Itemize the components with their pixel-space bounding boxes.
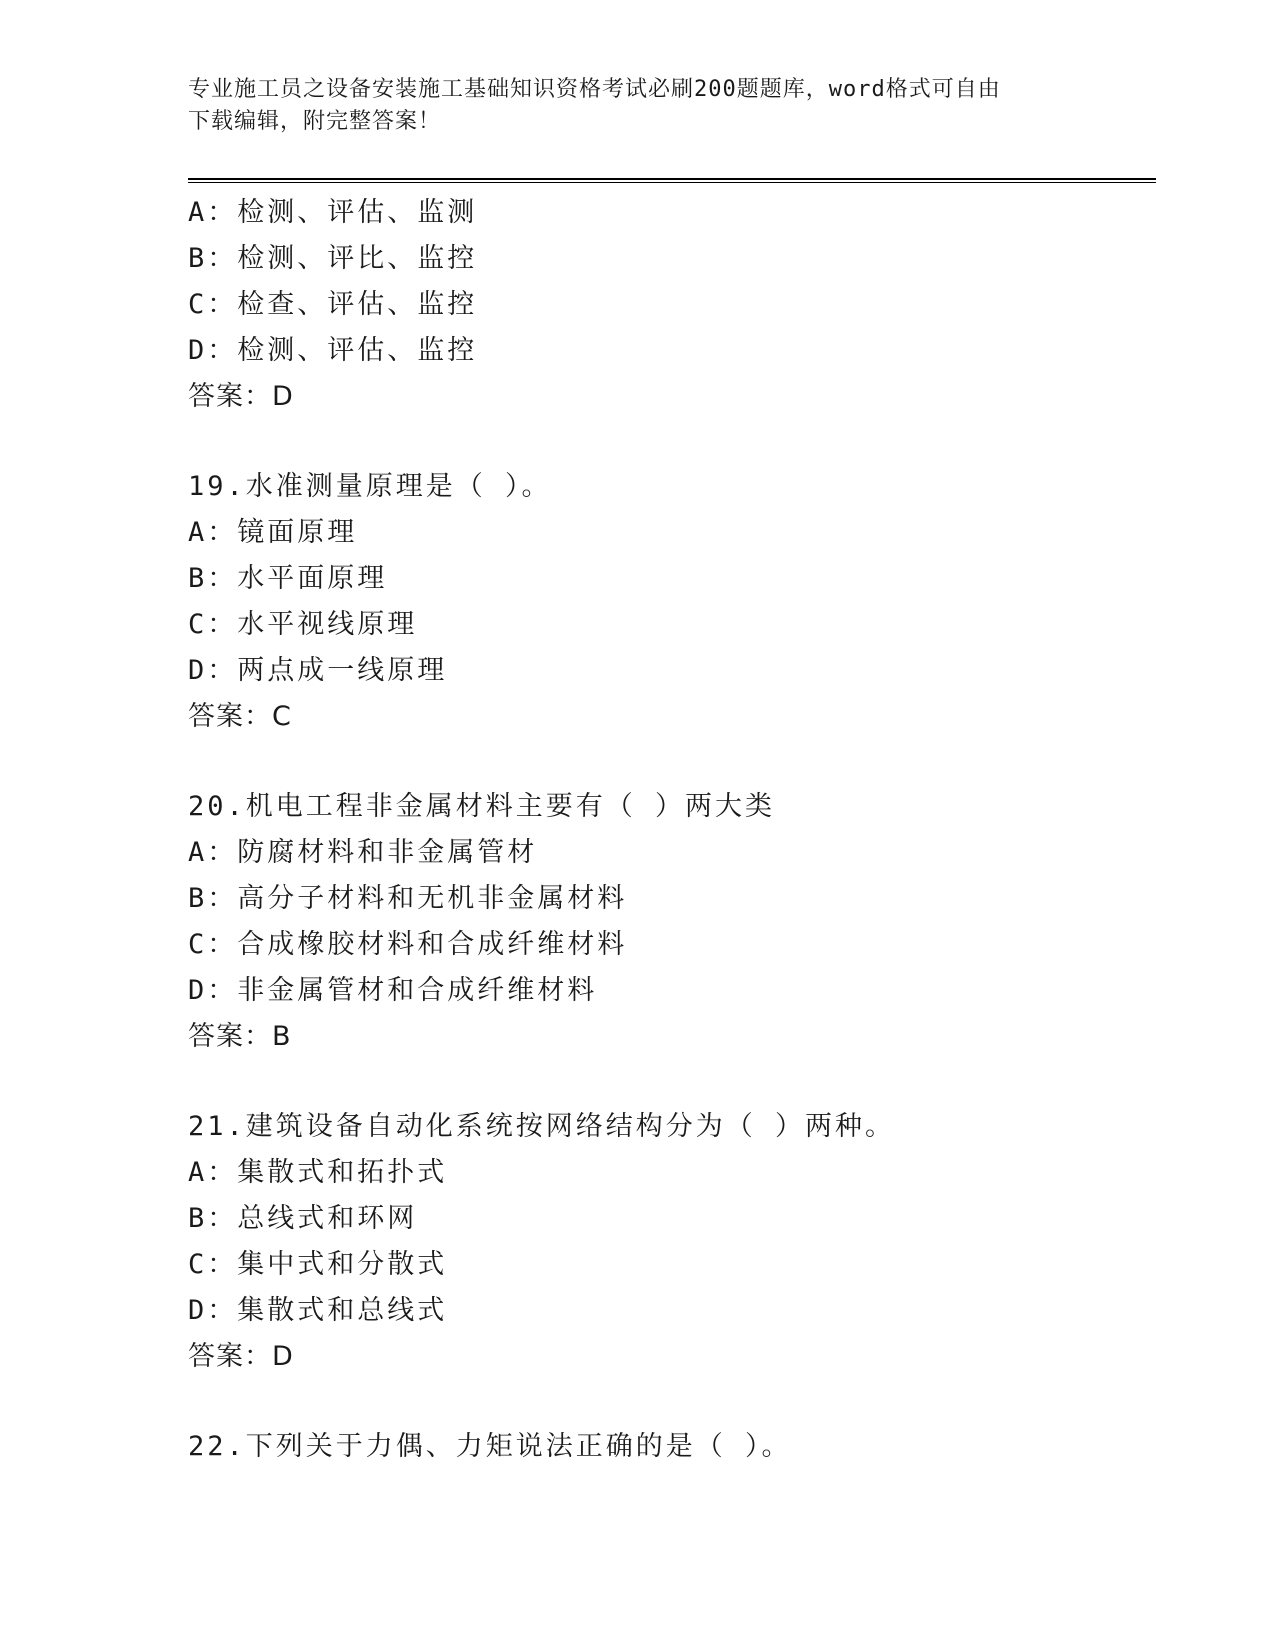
option-d: D：两点成一线原理 — [188, 655, 448, 686]
option-b: B：水平面原理 — [188, 563, 388, 594]
option-b: B：高分子材料和无机非金属材料 — [188, 883, 628, 914]
answer-line: 答案：D — [188, 381, 294, 412]
option-d: D：集散式和总线式 — [188, 1295, 448, 1326]
spacer — [188, 1060, 1156, 1104]
option-d: D：非金属管材和合成纤维材料 — [188, 975, 598, 1006]
question-text: 21.建筑设备自动化系统按网络结构分为（ ）两种。 — [188, 1111, 896, 1142]
question-block-18 — [188, 190, 1156, 420]
option-b: B：检测、评比、监控 — [188, 243, 478, 274]
spacer — [188, 740, 1156, 784]
answer-line: 答案：D — [188, 1341, 294, 1372]
question-block-19 — [188, 464, 1156, 740]
option-c: C：合成橡胶材料和合成纤维材料 — [188, 929, 628, 960]
question-block-21 — [188, 1104, 1156, 1380]
spacer — [188, 420, 1156, 464]
option-d: D：检测、评估、监控 — [188, 335, 478, 366]
header-line-1: 专业施工员之设备安装施工基础知识资格考试必刷200题题库，word格式可自由 — [188, 77, 1001, 102]
question-list — [188, 190, 1156, 1470]
question-block-20 — [188, 784, 1156, 1060]
option-b: B：总线式和环网 — [188, 1203, 418, 1234]
option-c: C：集中式和分散式 — [188, 1249, 448, 1280]
answer-line: 答案：C — [188, 701, 292, 732]
option-a: A：镜面原理 — [188, 517, 358, 548]
option-a: A：防腐材料和非金属管材 — [188, 837, 538, 868]
option-c: C：检查、评估、监控 — [188, 289, 478, 320]
question-text: 19.水准测量原理是（ ）。 — [188, 471, 552, 502]
answer-line: 答案：B — [188, 1021, 292, 1052]
option-a: A：集散式和拓扑式 — [188, 1157, 448, 1188]
header-line-2: 下载编辑，附完整答案！ — [188, 109, 442, 134]
option-a: A：检测、评估、监测 — [188, 197, 478, 228]
spacer — [188, 1380, 1156, 1424]
document-header — [188, 74, 1088, 138]
question-block-22 — [188, 1424, 1156, 1470]
question-text: 20.机电工程非金属材料主要有（ ）两大类 — [188, 791, 776, 822]
question-text: 22.下列关于力偶、力矩说法正确的是（ ）。 — [188, 1431, 792, 1462]
header-divider — [188, 178, 1156, 183]
option-c: C：水平视线原理 — [188, 609, 418, 640]
